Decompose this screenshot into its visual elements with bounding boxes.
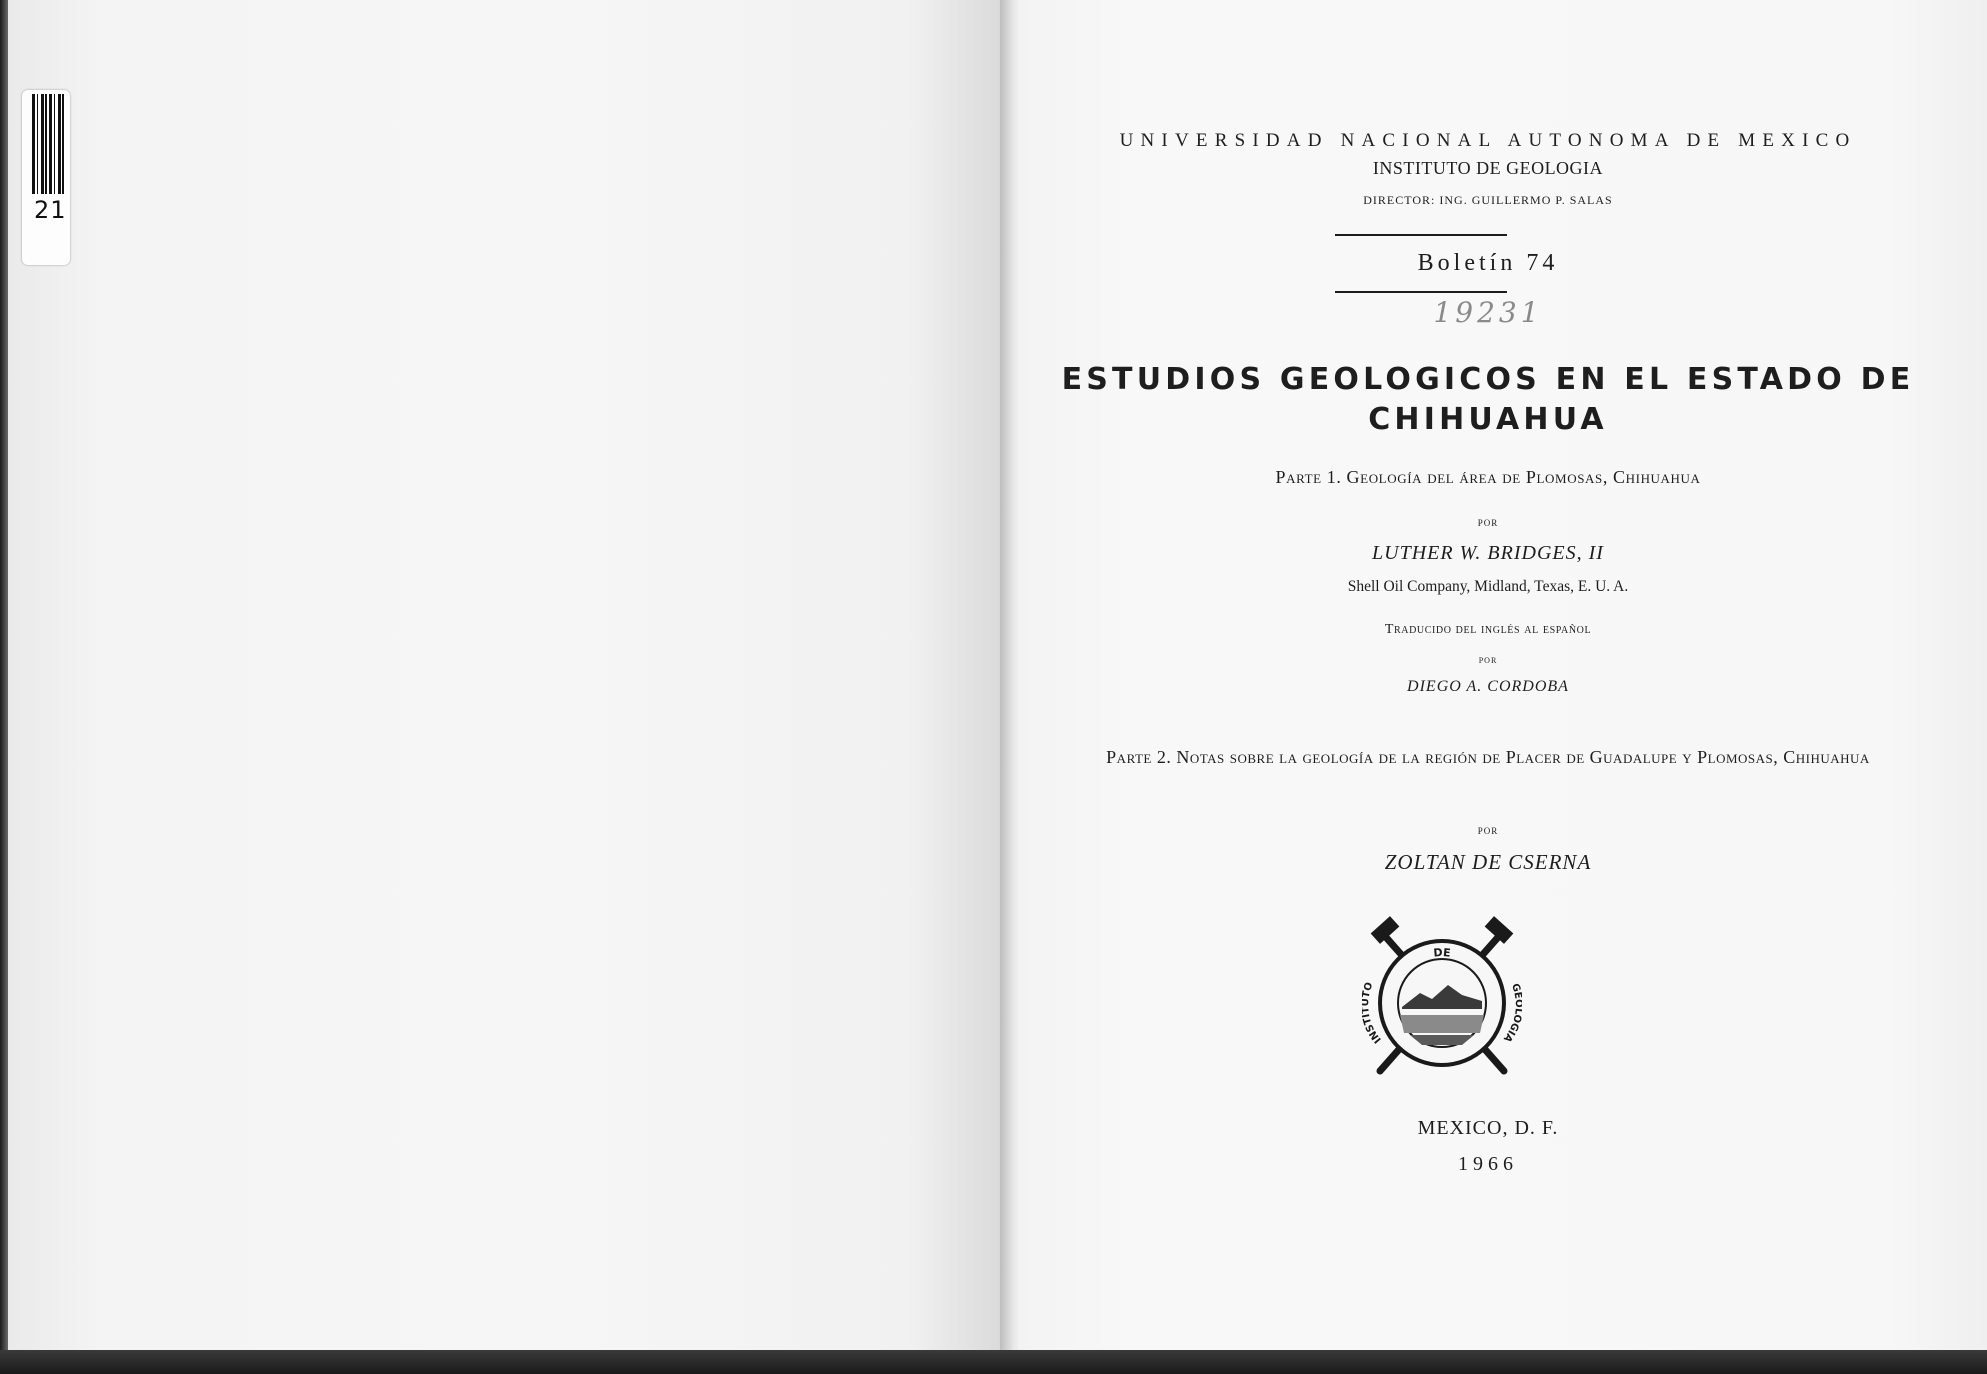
part2-by: por	[1477, 822, 1499, 837]
university-name: UNIVERSIDAD NACIONAL AUTONOMA DE MEXICO	[1119, 130, 1857, 151]
barcode-number: 21	[34, 196, 67, 224]
svg-text:DE	[1433, 946, 1451, 960]
seal-emblem-icon	[1362, 915, 1522, 1085]
part1-affiliation: Shell Oil Company, Midland, Texas, E. U. A.	[1347, 578, 1629, 595]
part1-heading: Parte 1. Geología del área de Plomosas, Chihuahua	[1275, 467, 1701, 487]
translator-name: DIEGO A. CORDOBA	[1407, 678, 1569, 695]
seal-text-left: INSTI O	[1362, 980, 1384, 1046]
part1-by: por	[1477, 514, 1499, 529]
document-title: ESTUDIOS GEOLOGICOS EN EL ESTADO DE CHIHUAHUA	[1061, 362, 1915, 437]
translation-by: por	[1478, 652, 1498, 666]
translation-note: Traducido del inglés al español	[1384, 622, 1592, 637]
rule-top	[1335, 234, 1507, 236]
rule-bottom	[1335, 291, 1507, 293]
imprint-year: 1966	[1458, 1153, 1518, 1175]
left-cover-edge	[0, 0, 8, 1352]
bottom-scan-edge	[0, 1350, 1987, 1374]
seal-text-top: DE	[1432, 945, 1452, 960]
bulletin-label: Boletín 74	[1417, 250, 1559, 276]
handwritten-number: 19231	[1433, 296, 1543, 329]
seal-svg	[1362, 915, 1522, 1085]
barcode-label	[22, 90, 70, 265]
institute-name: INSTITUTO DE GEOLOGIA	[1372, 158, 1604, 178]
part2-author: ZOLTAN DE CSERNA	[1384, 850, 1592, 874]
seal-text-right: G OGIA	[1500, 982, 1522, 1044]
barcode-icon	[32, 94, 66, 194]
part1-author: LUTHER W. BRIDGES, II	[1372, 542, 1604, 564]
imprint-city: MEXICO, D. F.	[1417, 1117, 1559, 1139]
director-line: DIRECTOR: ING. GUILLERMO P. SALAS	[1363, 193, 1613, 207]
part2-heading: Parte 2. Notas sobre la geología de la región de Placer de Guadalupe y Plomosas, Chihuahua	[1106, 747, 1870, 767]
